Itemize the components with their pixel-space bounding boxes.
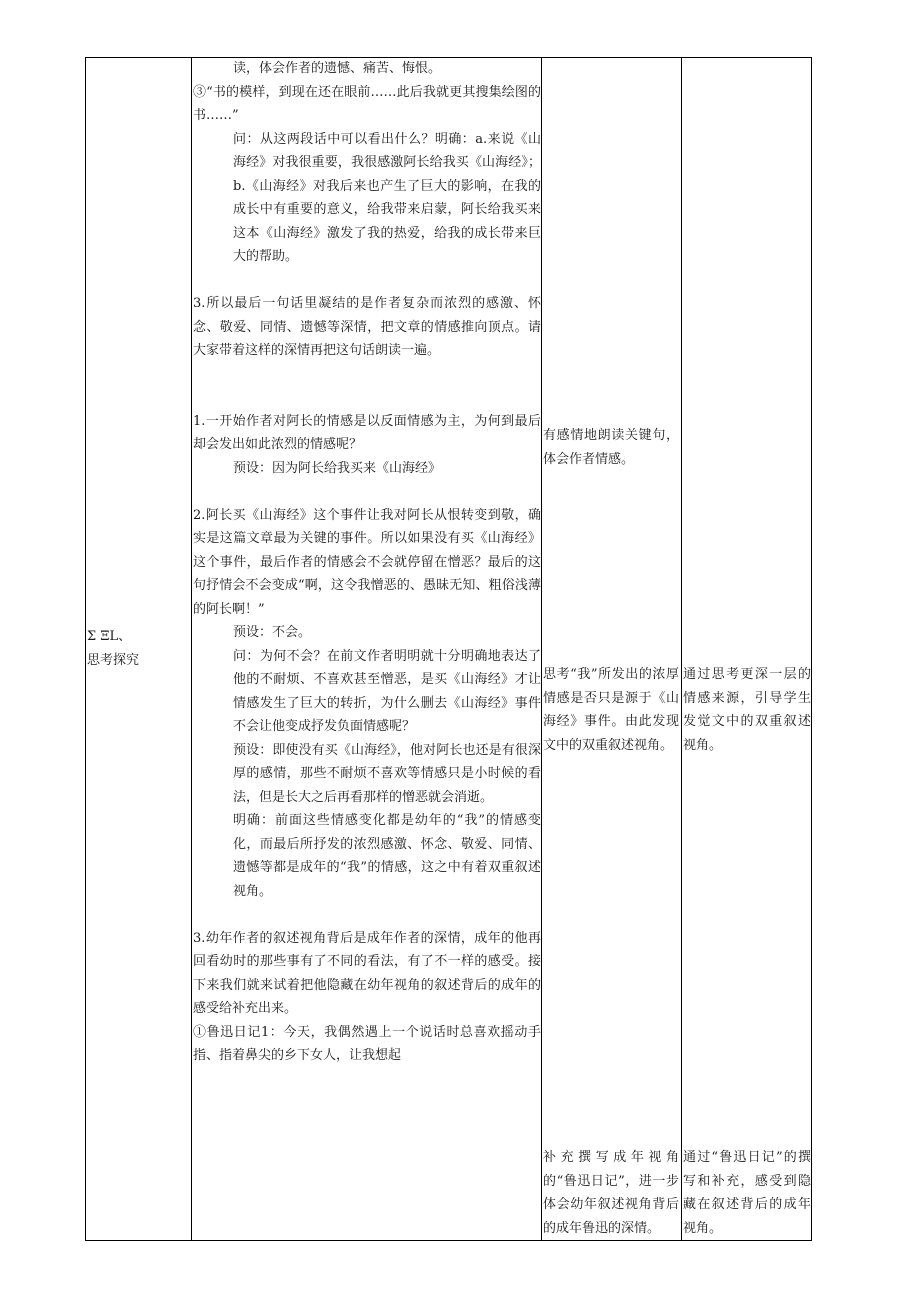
table-border-left [85,57,86,1241]
preset-answer: 预设：不会。 [233,625,312,640]
clarification-paragraph: 明确：前面这些情感变化都是幼年的“我”的情感变化，而最后所抒发的浓烈感激、怀念、敬爱、同情、遗憾等都是成年的“我”的情感，这之中有着双重叙述视角。 [233,813,541,899]
design-intent-cell-2 [683,1146,811,1240]
question-paragraph: 1.一开始作者对阿长的情感是以反面情感为主，为何到最后却会发出如此浓烈的情感呢？ [193,413,541,452]
design-intent-cell-1 [683,663,811,757]
column-divider-3 [681,57,682,1241]
section-label-cell [87,625,187,672]
diary-prompt: ①鲁迅日记1：今天，我偶然遇上一个说话时总喜欢摇动手指、指着鼻尖的乡下女人，让我想起 [193,1024,541,1063]
content-paragraph: 3.所以最后一句话里凝结的是作者复杂而浓烈的感激、怀念、敬爱、同情、遗憾等深情，把文章的情感推向顶点。请大家带着这样的深情再把这句话朗读一遍。 [193,296,541,358]
teaching-content-cell [193,57,541,1068]
preset-answer: 预设：即使没有买《山海经》，他对阿长也还是有很深厚的感情，那些不耐烦不喜欢等情感只是小时候的看法，但是长大之后再看那样的憎恶就会消逝。 [233,742,541,805]
table-bottom-border [85,1240,812,1241]
column-divider-1 [191,57,192,1241]
student-activity-text: 思考“我”所发出的浓厚情感是否只是源于《山海经》事件。由此发现文中的双重叙述视角。 [543,667,679,753]
quote-paragraph: ③“书的模样，到现在还在眼前……此后我就更其搜集绘图的书……” [193,84,541,123]
student-activity-cell-1 [543,424,679,471]
student-activity-text: 有感情地朗读关键句，体会作者情感。 [543,428,679,467]
student-activity-text: 补充撰写成年视角的“鲁迅日记”，进一步体会幼年叙述视角背后的成年鲁迅的深情。 [543,1150,679,1236]
content-paragraph: 3.幼年作者的叙述视角背后是成年作者的深情，成年的他再回看幼时的那些事有了不同的看法，有了不一样的感受。接下来我们就来试着把他隐藏在幼年视角的叙述背后的成年的感受给补充出来。 [193,930,541,1016]
section-label-code: Σ ΞL、 [87,629,132,644]
student-activity-cell-3 [543,1146,679,1240]
question-paragraph: 2.阿长买《山海经》这个事件让我对阿长从恨转变到敬，确实是这篇文章最为关键的事件。所以如果没有买《山海经》这个事件，最后作者的情感会不会就停留在憎恶？最后的这句抒情会不会变成“啊，这令我憎恶的、愚昧无知、粗俗浅薄的阿长啊！” [193,507,541,617]
section-label-title: 思考探究 [87,652,140,668]
table-border-right [811,57,812,1241]
question-paragraph: 问：为何不会？在前文作者明明就十分明确地表达了他的不耐烦、不喜欢甚至憎恶，是买《山海经》才让情感发生了巨大的转折，为什么删去《山海经》事件不会让他变成抒发负面情感呢？ [233,648,541,734]
column-divider-2 [541,57,542,1241]
question-paragraph: 问：从这两段话中可以看出什么？明确：a.来说《山海经》对我很重要，我很感激阿长给我买《山海经》；b.《山海经》对我后来也产生了巨大的影响，在我的成长中有重要的意义，给我带来启蒙，阿长给我买来这本《山海经》激发了我的热爱，给我的成长带来巨大的帮助。 [233,131,541,264]
design-intent-text: 通过“鲁迅日记”的撰写和补充，感受到隐藏在叙述背后的成年视角。 [683,1150,811,1236]
design-intent-text: 通过思考更深一层的情感来源，引导学生发觉文中的双重叙述视角。 [683,667,811,753]
student-activity-cell-2 [543,663,679,757]
preset-answer: 预设：因为阿长给我买来《山海经》 [233,460,442,476]
content-line: 读，体会作者的遗憾、痛苦、悔恨。 [233,61,442,76]
